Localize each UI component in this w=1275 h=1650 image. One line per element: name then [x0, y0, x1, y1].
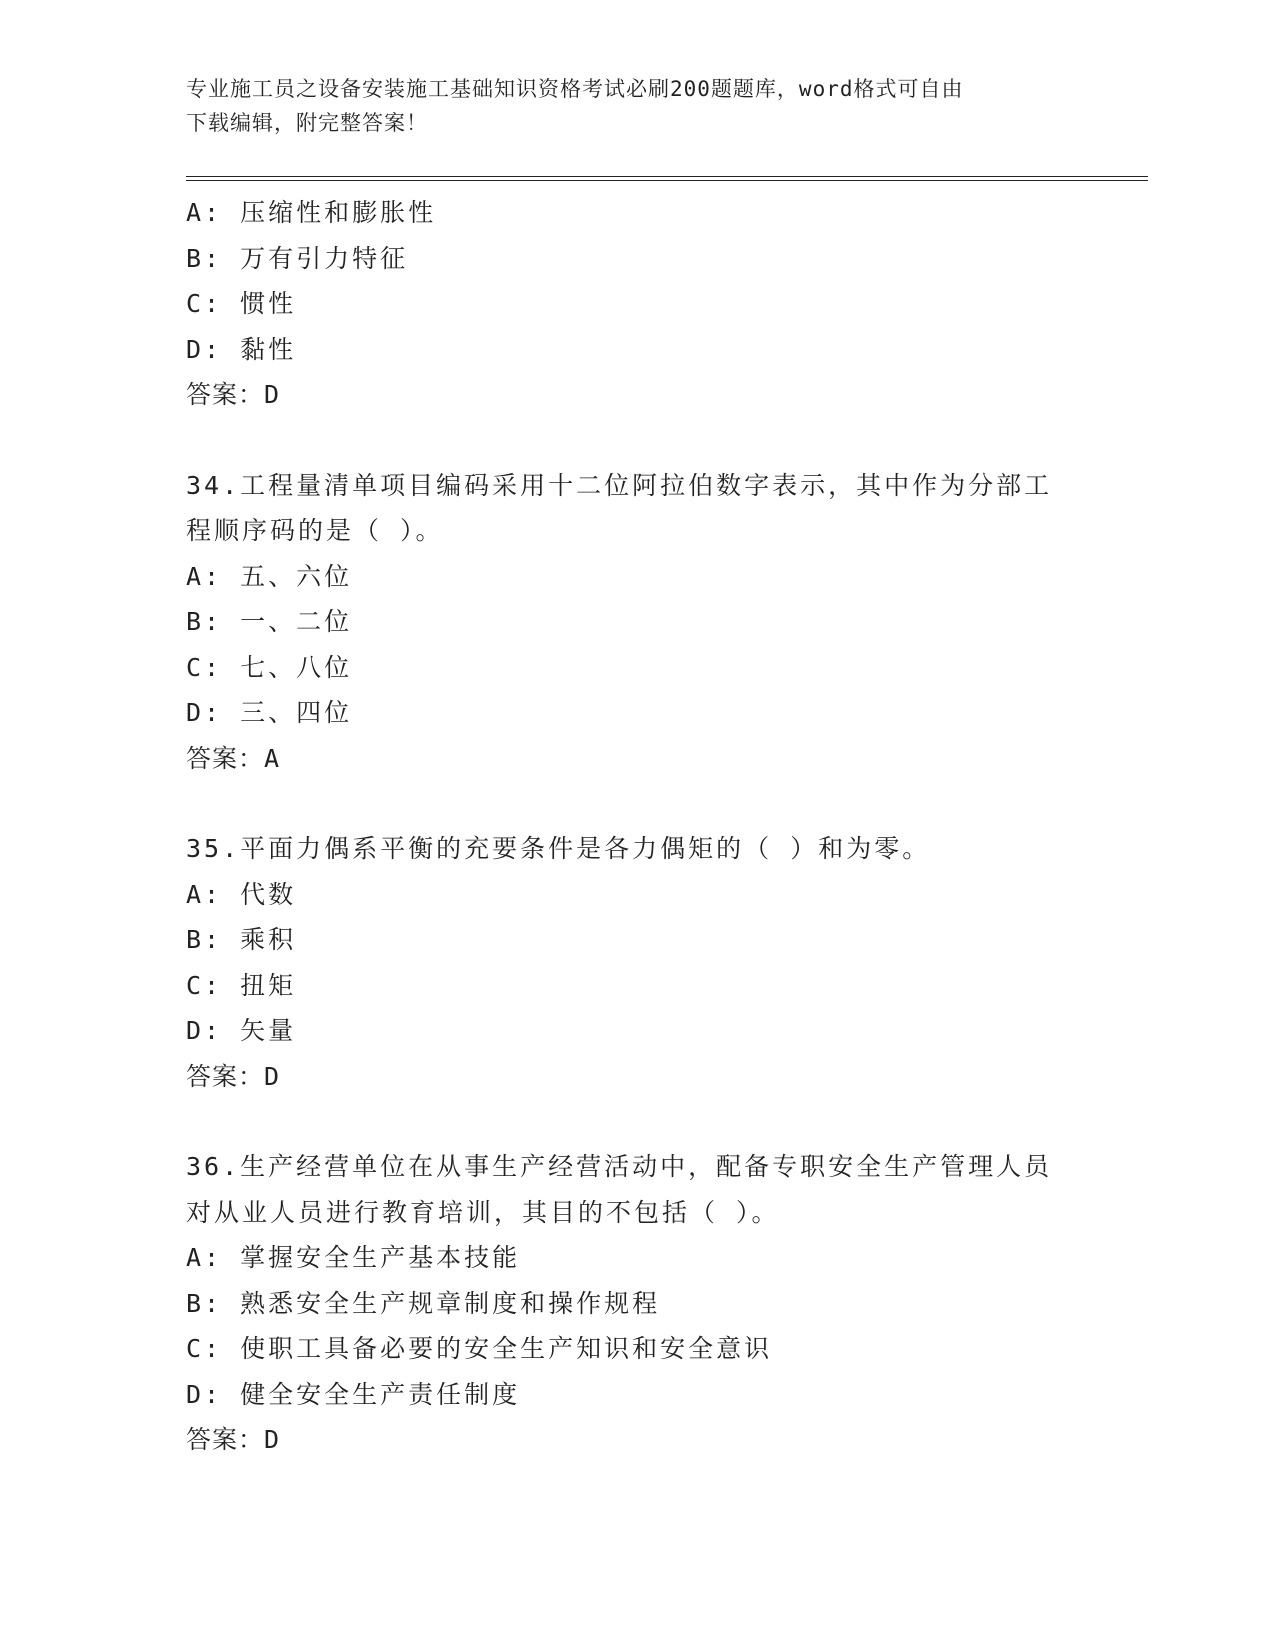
answer-line — [186, 1417, 1066, 1463]
option-b: B: 熟悉安全生产规章制度和操作规程 — [186, 1288, 661, 1318]
question-stem-continued: 程顺序码的是（ ）。 — [186, 516, 444, 545]
option-c: C: 使职工具备必要的安全生产知识和安全意识 — [186, 1334, 773, 1363]
option-c: C: 惯性 — [186, 289, 297, 318]
answer-label: 答案： — [186, 743, 265, 773]
option-d: D: 黏性 — [186, 334, 297, 364]
answer-line — [186, 736, 1066, 782]
question-stem: 35.平面力偶系平衡的充要条件是各力偶矩的（ ）和为零。 — [186, 834, 931, 863]
question-stem: 34.工程量清单项目编码采用十二位阿拉伯数字表示，其中作为分部工 — [186, 470, 1053, 500]
option-d: D: 矢量 — [186, 1016, 297, 1045]
option-d: D: 三、四位 — [186, 698, 353, 727]
option-c: C: 扭矩 — [186, 970, 297, 1000]
question-block — [186, 1144, 1066, 1463]
answer-value: D — [264, 380, 281, 409]
document-header — [186, 72, 1066, 140]
question-list — [186, 190, 1066, 1463]
option-a: A: 代数 — [186, 879, 297, 909]
answer-label: 答案： — [186, 1061, 265, 1091]
question-block — [186, 463, 1066, 782]
question-stem-continued: 对从业人员进行教育培训，其目的不包括（ ）。 — [186, 1197, 780, 1227]
answer-value: A — [264, 743, 281, 773]
option-a: A: 五、六位 — [186, 561, 353, 591]
option-c: C: 七、八位 — [186, 652, 353, 682]
answer-line — [186, 372, 1066, 418]
header-divider — [186, 176, 1148, 181]
question-stem: 36.生产经营单位在从事生产经营活动中，配备专职安全生产管理人员 — [186, 1152, 1053, 1181]
answer-value: D — [264, 1061, 281, 1091]
question-block — [186, 826, 1066, 1099]
option-b: B: 一、二位 — [186, 607, 353, 636]
header-line-1: 专业施工员之设备安装施工基础知识资格考试必刷200题题库，word格式可自由 — [186, 77, 964, 101]
option-b: B: 万有引力特征 — [186, 243, 409, 273]
option-a: A: 压缩性和膨胀性 — [186, 198, 437, 227]
answer-label: 答案： — [186, 1425, 265, 1454]
question-block — [186, 190, 1066, 418]
option-a: A: 掌握安全生产基本技能 — [186, 1243, 521, 1272]
header-line-2: 下载编辑，附完整答案！ — [186, 111, 428, 135]
answer-value: D — [264, 1425, 281, 1454]
option-b: B: 乘积 — [186, 925, 297, 954]
option-d: D: 健全安全生产责任制度 — [186, 1379, 521, 1409]
answer-label: 答案： — [186, 380, 265, 409]
answer-line — [186, 1054, 1066, 1100]
